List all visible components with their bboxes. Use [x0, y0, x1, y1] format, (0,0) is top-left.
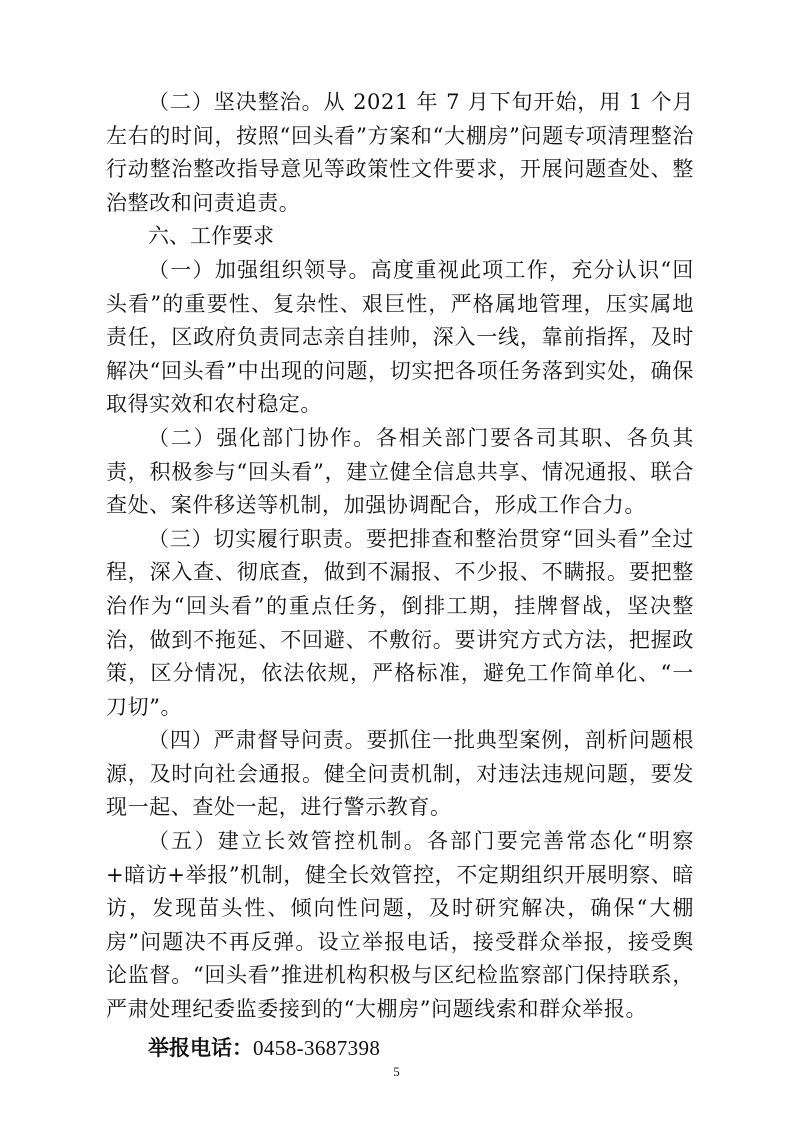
- paragraph-requirement-3: [106, 523, 694, 725]
- section-heading-work-requirements: 六、工作要求: [148, 224, 274, 249]
- hotline-label: 举报电话：: [148, 1035, 253, 1060]
- paragraph-requirement-2: [106, 422, 694, 523]
- page-number: 5: [393, 1064, 400, 1079]
- hotline-number: 0458-3687398: [253, 1035, 381, 1060]
- paragraph-resolute-rectification: [106, 86, 694, 220]
- paragraph-lead: （五）建立长效管控机制。: [148, 829, 427, 854]
- paragraph-text: 从 2021 年 7 月下旬开始，用 1 个月左右的时间，按照“回头看”方案和“大棚房”问题专项清理整治行动整治整改指导意见等政策性文件要求，开展问题查处、整治整改和问责追责。: [106, 90, 694, 215]
- paragraph-lead: （二）坚决整治。: [148, 90, 324, 114]
- paragraph-text: 各部门要完善常态化“明察+暗访+举报”机制，健全长效管控，不定期组织开展明察、暗访，发现苗头性、倾向性问题，及时研究解决，确保“大棚房”问题决不再反弹。设立举报电话，接受群众举报，接受舆论监督。“回头看”推进机构积极与区纪检监察部门保持联系，严肃处理纪委监委接到的“大棚房”问题线索和群众举报。: [106, 829, 694, 1022]
- paragraph-requirement-4: [106, 724, 694, 825]
- paragraph-lead: （四）严肃督导问责。: [148, 728, 367, 753]
- paragraph-requirement-5: [106, 825, 694, 1027]
- paragraph-text: 要把排查和整治贯穿“回头看”全过程，深入查、彻底查，做到不漏报、不少报、不瞒报。要把整治作为“回头看”的重点任务，倒排工期，挂牌督战，坚决整治，做到不拖延、不回避、不敷衍。要讲究方式方法，把握政策，区分情况，依法依规，严格标准，避免工作简单化、“一刀切”。: [106, 526, 694, 719]
- paragraph-lead: （三）切实履行职责。: [148, 526, 366, 551]
- document-body: [106, 86, 694, 1065]
- paragraph-text: 要抓住一批典型案例，剖析问题根源，及时向社会通报。健全问责机制，对违法违规问题，要发现一起、查处一起，进行警示教育。: [106, 728, 694, 820]
- paragraph-lead: （一）加强组织领导。: [148, 257, 371, 282]
- paragraph-text: 高度重视此项工作，充分认识“回头看”的重要性、复杂性、艰巨性，严格属地管理，压实属地责任，区政府负责同志亲自挂帅，深入一线，靠前指挥，及时解决“回头看”中出现的问题，切实把各项任务落到实处，确保取得实效和农村稳定。: [106, 257, 694, 417]
- paragraph-lead: （二）强化部门协作。: [148, 425, 376, 450]
- paragraph-text: 各相关部门要各司其职、各负其责，积极参与“回头看”，建立健全信息共享、情况通报、联合查处、案件移送等机制，加强协调配合，形成工作合力。: [106, 425, 694, 518]
- report-hotline: [106, 1031, 694, 1065]
- paragraph-requirement-1: [106, 254, 694, 422]
